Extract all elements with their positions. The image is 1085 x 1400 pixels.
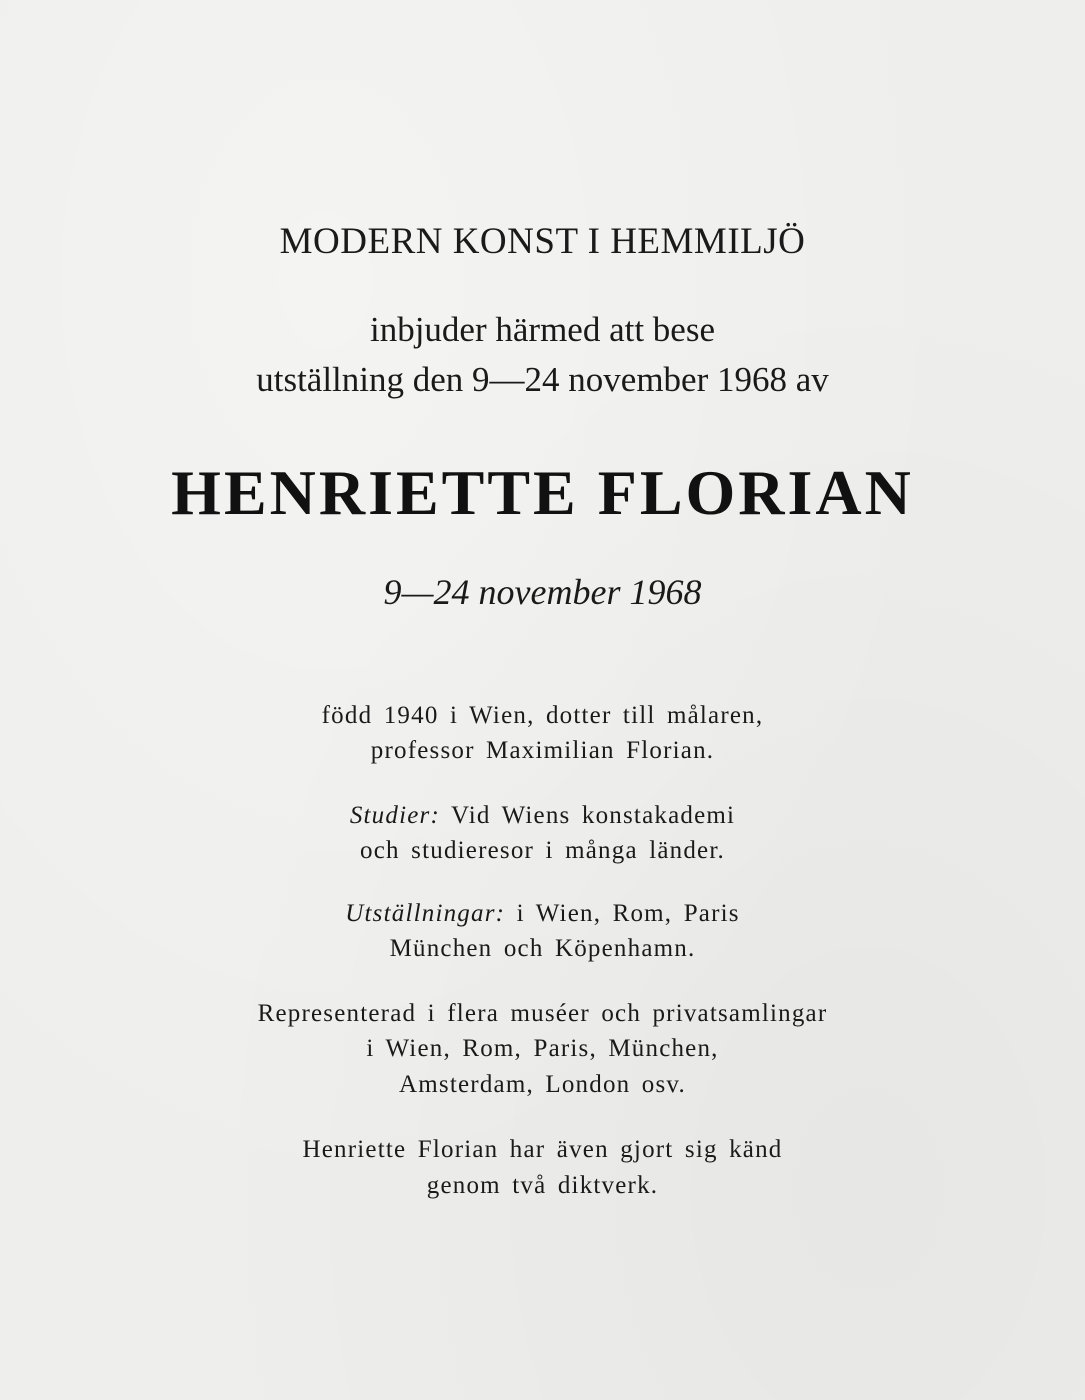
organizer-heading: MODERN KONST I HEMMILJÖ bbox=[279, 221, 806, 262]
bio-studies-line-2: och studieresor i många länder. bbox=[360, 837, 725, 864]
bio-represented-line-3: Amsterdam, London osv. bbox=[399, 1071, 686, 1098]
studies-label: Studier: bbox=[349, 802, 440, 829]
exhibitions-label: Utställningar: bbox=[345, 900, 506, 927]
artist-name: HENRIETTE FLORIAN bbox=[171, 457, 914, 528]
bio-studies-line-1 bbox=[0, 800, 1085, 832]
bio-poetry-line-2: genom två diktverk. bbox=[426, 1172, 659, 1199]
bio-exhibitions-line-2: München och Köpenhamn. bbox=[389, 935, 696, 962]
bio-born-line-2: professor Maximilian Florian. bbox=[370, 737, 715, 764]
studies-text: Vid Wiens konstakademi bbox=[439, 802, 736, 829]
exhibitions-text: i Wien, Rom, Paris bbox=[505, 900, 740, 927]
bio-represented-line-1: Representerad i flera muséer och privatsamlingar bbox=[257, 1000, 828, 1027]
bio-represented-line-2: i Wien, Rom, Paris, München, bbox=[366, 1035, 719, 1062]
exhibition-dates: 9—24 november 1968 bbox=[383, 572, 702, 612]
bio-exhibitions-line-1 bbox=[0, 898, 1085, 930]
invitation-line-1: inbjuder härmed att bese bbox=[369, 310, 715, 349]
bio-born-line-1: född 1940 i Wien, dotter till målaren, bbox=[321, 702, 764, 729]
bio-poetry-line-1: Henriette Florian har även gjort sig känd bbox=[302, 1136, 783, 1163]
invitation-line-2: utställning den 9—24 november 1968 av bbox=[256, 360, 829, 399]
